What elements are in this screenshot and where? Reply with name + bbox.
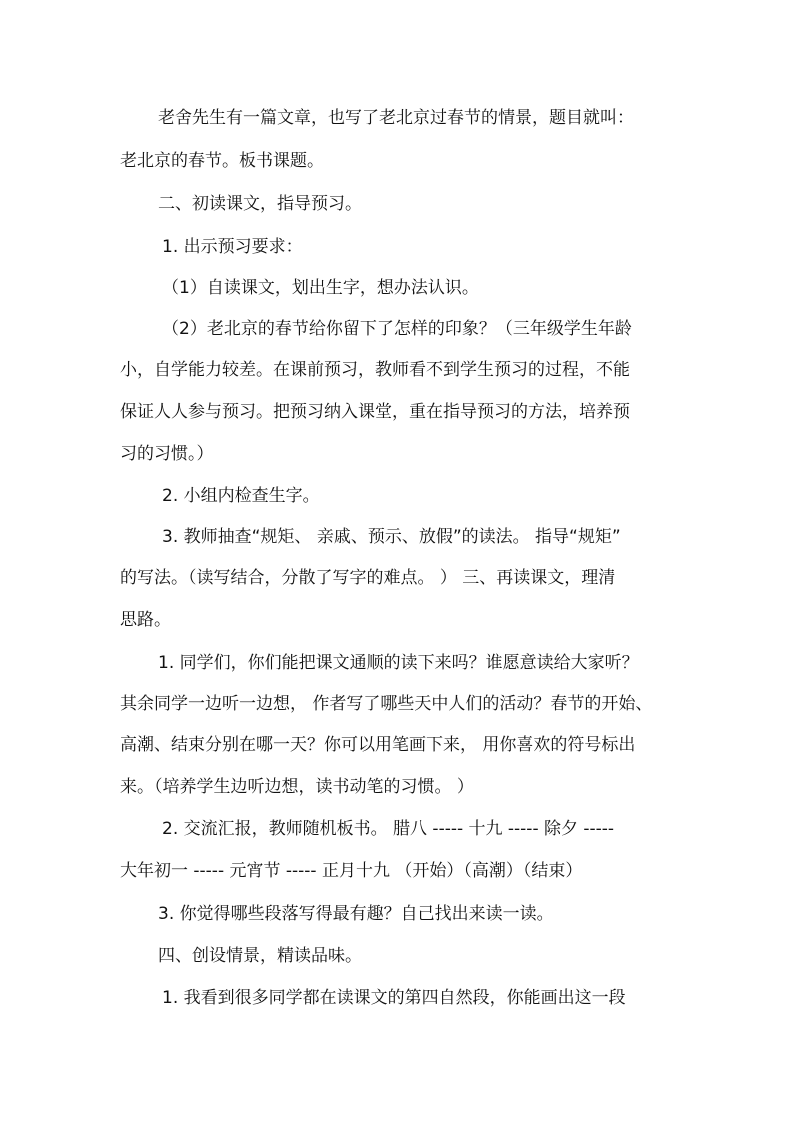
text-line: 1. 我看到很多同学都在读课文的第四自然段，你能画出这一段	[162, 988, 626, 1008]
text-line: 高潮、结束分别在哪一天？你可以用笔画下来， 用你喜欢的符号标出	[120, 735, 636, 755]
text-line: 思路。	[120, 610, 171, 630]
text-line: 2. 交流汇报，教师随机板书。 腊八 ----- 十九 ----- 除夕 -----	[162, 819, 615, 839]
text-line: 大年初一 ----- 元宵节 ----- 正月十九 （开始）（高潮）（结束）	[120, 861, 583, 881]
text-line: 3. 教师抽查“规矩、 亲戚、预示、放假”的读法。 指导“规矩”	[162, 527, 621, 547]
text-line: （1）自读课文，划出生字，想办法认识。	[162, 278, 479, 298]
text-line: 其余同学一边听一边想， 作者写了哪些天中人们的活动？春节的开始、	[120, 694, 653, 714]
text-line: 1. 同学们，你们能把课文通顺的读下来吗？谁愿意读给大家听？	[158, 653, 639, 673]
text-line: 3. 你觉得哪些段落写得最有趣？自己找出来读一读。	[158, 904, 554, 924]
section-heading: 四、创设情景，精读品味。	[158, 946, 362, 966]
text-line: 习的习惯。）	[120, 444, 214, 464]
text-line: 的写法。（读写结合，分散了写字的难点。 ） 三、再读课文，理清	[120, 568, 616, 588]
text-line: 1. 出示预习要求：	[162, 237, 303, 257]
text-line: 老舍先生有一篇文章，也写了老北京过春节的情景，题目就叫：	[158, 108, 634, 128]
text-line: 小，自学能力较差。在课前预习，教师看不到学生预习的过程，不能	[120, 360, 630, 380]
text-line: 2. 小组内检查生字。	[162, 486, 320, 506]
text-line: （2）老北京的春节给你留下了怎样的印象？（三年级学生年龄	[162, 319, 632, 339]
text-line: 老北京的春节。板书课题。	[120, 151, 324, 171]
text-line: 保证人人参与预习。把预习纳入课堂，重在指导预习的方法，培养预	[120, 402, 630, 422]
section-heading: 二、初读课文，指导预习。	[158, 194, 362, 214]
text-line: 来。（培养学生边听边想，读书动笔的习惯。 ）	[120, 777, 474, 797]
